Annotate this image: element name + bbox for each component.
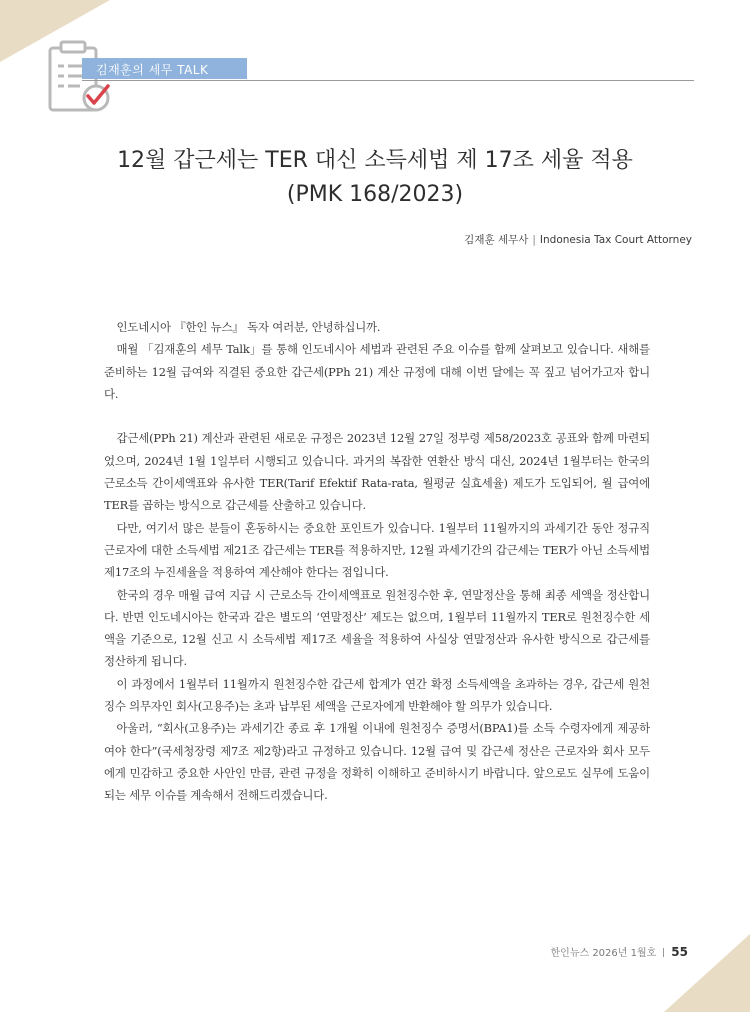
title-line-2: (PMK 168/2023) xyxy=(286,182,464,207)
page-footer xyxy=(551,944,689,959)
paragraph-regulation: 갑근세(PPh 21) 계산과 관련된 새로운 규정은 2023년 12월 27일 정부령 제58/2023호 공표와 함께 마련되었으며, 2024년 1월 1일부터 시행되고 있습니다. 과거의 복잡한 연환산 방식 대신, 2024년 1월부터는 한국의 근로소득 간이세액표와 유사한 TER(Tarif Efektif Rata-rata, 월평균 실효세율) 제도가 도입되어, 월 급여에 TER를 곱하는 방식으로 갑근세를 산출하고 있습니다. xyxy=(104,431,650,513)
header-rule xyxy=(82,80,694,81)
title-line-1: 12월 갑근세는 TER 대신 소득세법 제 17조 세율 적용 xyxy=(117,148,633,173)
paragraph-korea-comparison: 한국의 경우 매월 급여 지급 시 근로소득 간이세액표로 원천징수한 후, 연말정산을 통해 최종 세액을 정산합니다. 반면 인도네시아는 한국과 같은 별도의 ‘연말정산’ 제도는 없으며, 1월부터 11월까지 TER로 원천징수한 세액을 기준으로, 12월 신고 시 소득세법 제17조 세율을 적용하여 사실상 연말정산과 유사한 방식으로 갑근세를 정산하게 됩니다. xyxy=(104,587,650,669)
byline xyxy=(464,232,692,247)
column-label: 김재훈의 세무 TALK xyxy=(96,63,209,77)
paragraph-greeting: 인도네시아 『한인 뉴스』 독자 여러분, 안녕하십니까. xyxy=(116,320,381,334)
footer-separator xyxy=(663,948,664,957)
article-title xyxy=(20,144,730,212)
paragraph-december-rule: 다만, 여기서 많은 분들이 혼동하시는 중요한 포인트가 있습니다. 1월부터 11월까지의 과세기간 동안 정규직 근로자에 대한 소득세법 제21조 갑근세는 TER를 적용하지만, 12월 과세기간의 갑근세는 TER가 아닌 소득세법 제17조의 누진세율을 적용하여 계산해야 한다는 점입니다. xyxy=(104,520,650,580)
paragraph-intro: 매월 「김재훈의 세무 Talk」를 통해 인도네시아 세법과 관련된 주요 이슈를 함께 살펴보고 있습니다. 새해를 준비하는 12월 급여와 직결된 중요한 갑근세(PPh 21) 계산 규정에 대해 이번 달에는 꼭 짚고 넘어가고자 합니다. xyxy=(104,342,650,401)
paragraph-refund: 이 과정에서 1월부터 11월까지 원천징수한 갑근세 합계가 연간 확정 소득세액을 초과하는 경우, 갑근세 원천징수 의무자인 회사(고용주)는 초과 납부된 세액을 근로자에게 반환해야 할 의무가 있습니다. xyxy=(104,676,650,714)
author-name: 김재훈 세무사 xyxy=(464,234,529,246)
publication-issue: 한인뉴스 2026년 1월호 xyxy=(550,948,657,959)
author-role: Indonesia Tax Court Attorney xyxy=(539,234,692,246)
column-tab xyxy=(82,58,247,79)
byline-separator: | xyxy=(532,234,536,246)
page-number: 55 xyxy=(671,945,688,959)
paragraph-conclusion: 아울러, “회사(고용주)는 과세기간 종료 후 1개월 이내에 원천징수 증명서(BPA1)를 소득 수령자에게 제공하여야 한다”(국세청장령 제7조 제2항)라고 규정하고 있습니다. 12월 급여 및 갑근세 정산은 근로자와 회사 모두에게 민감하고 중요한 사안인 만큼, 관련 규정을 정확히 이해하고 준비하시기 바랍니다. 앞으로도 실무에 도움이 되는 세무 이슈를 계속해서 전해드리겠습니다. xyxy=(104,721,650,803)
clipboard-check-icon xyxy=(44,40,114,118)
article-body xyxy=(104,316,650,807)
